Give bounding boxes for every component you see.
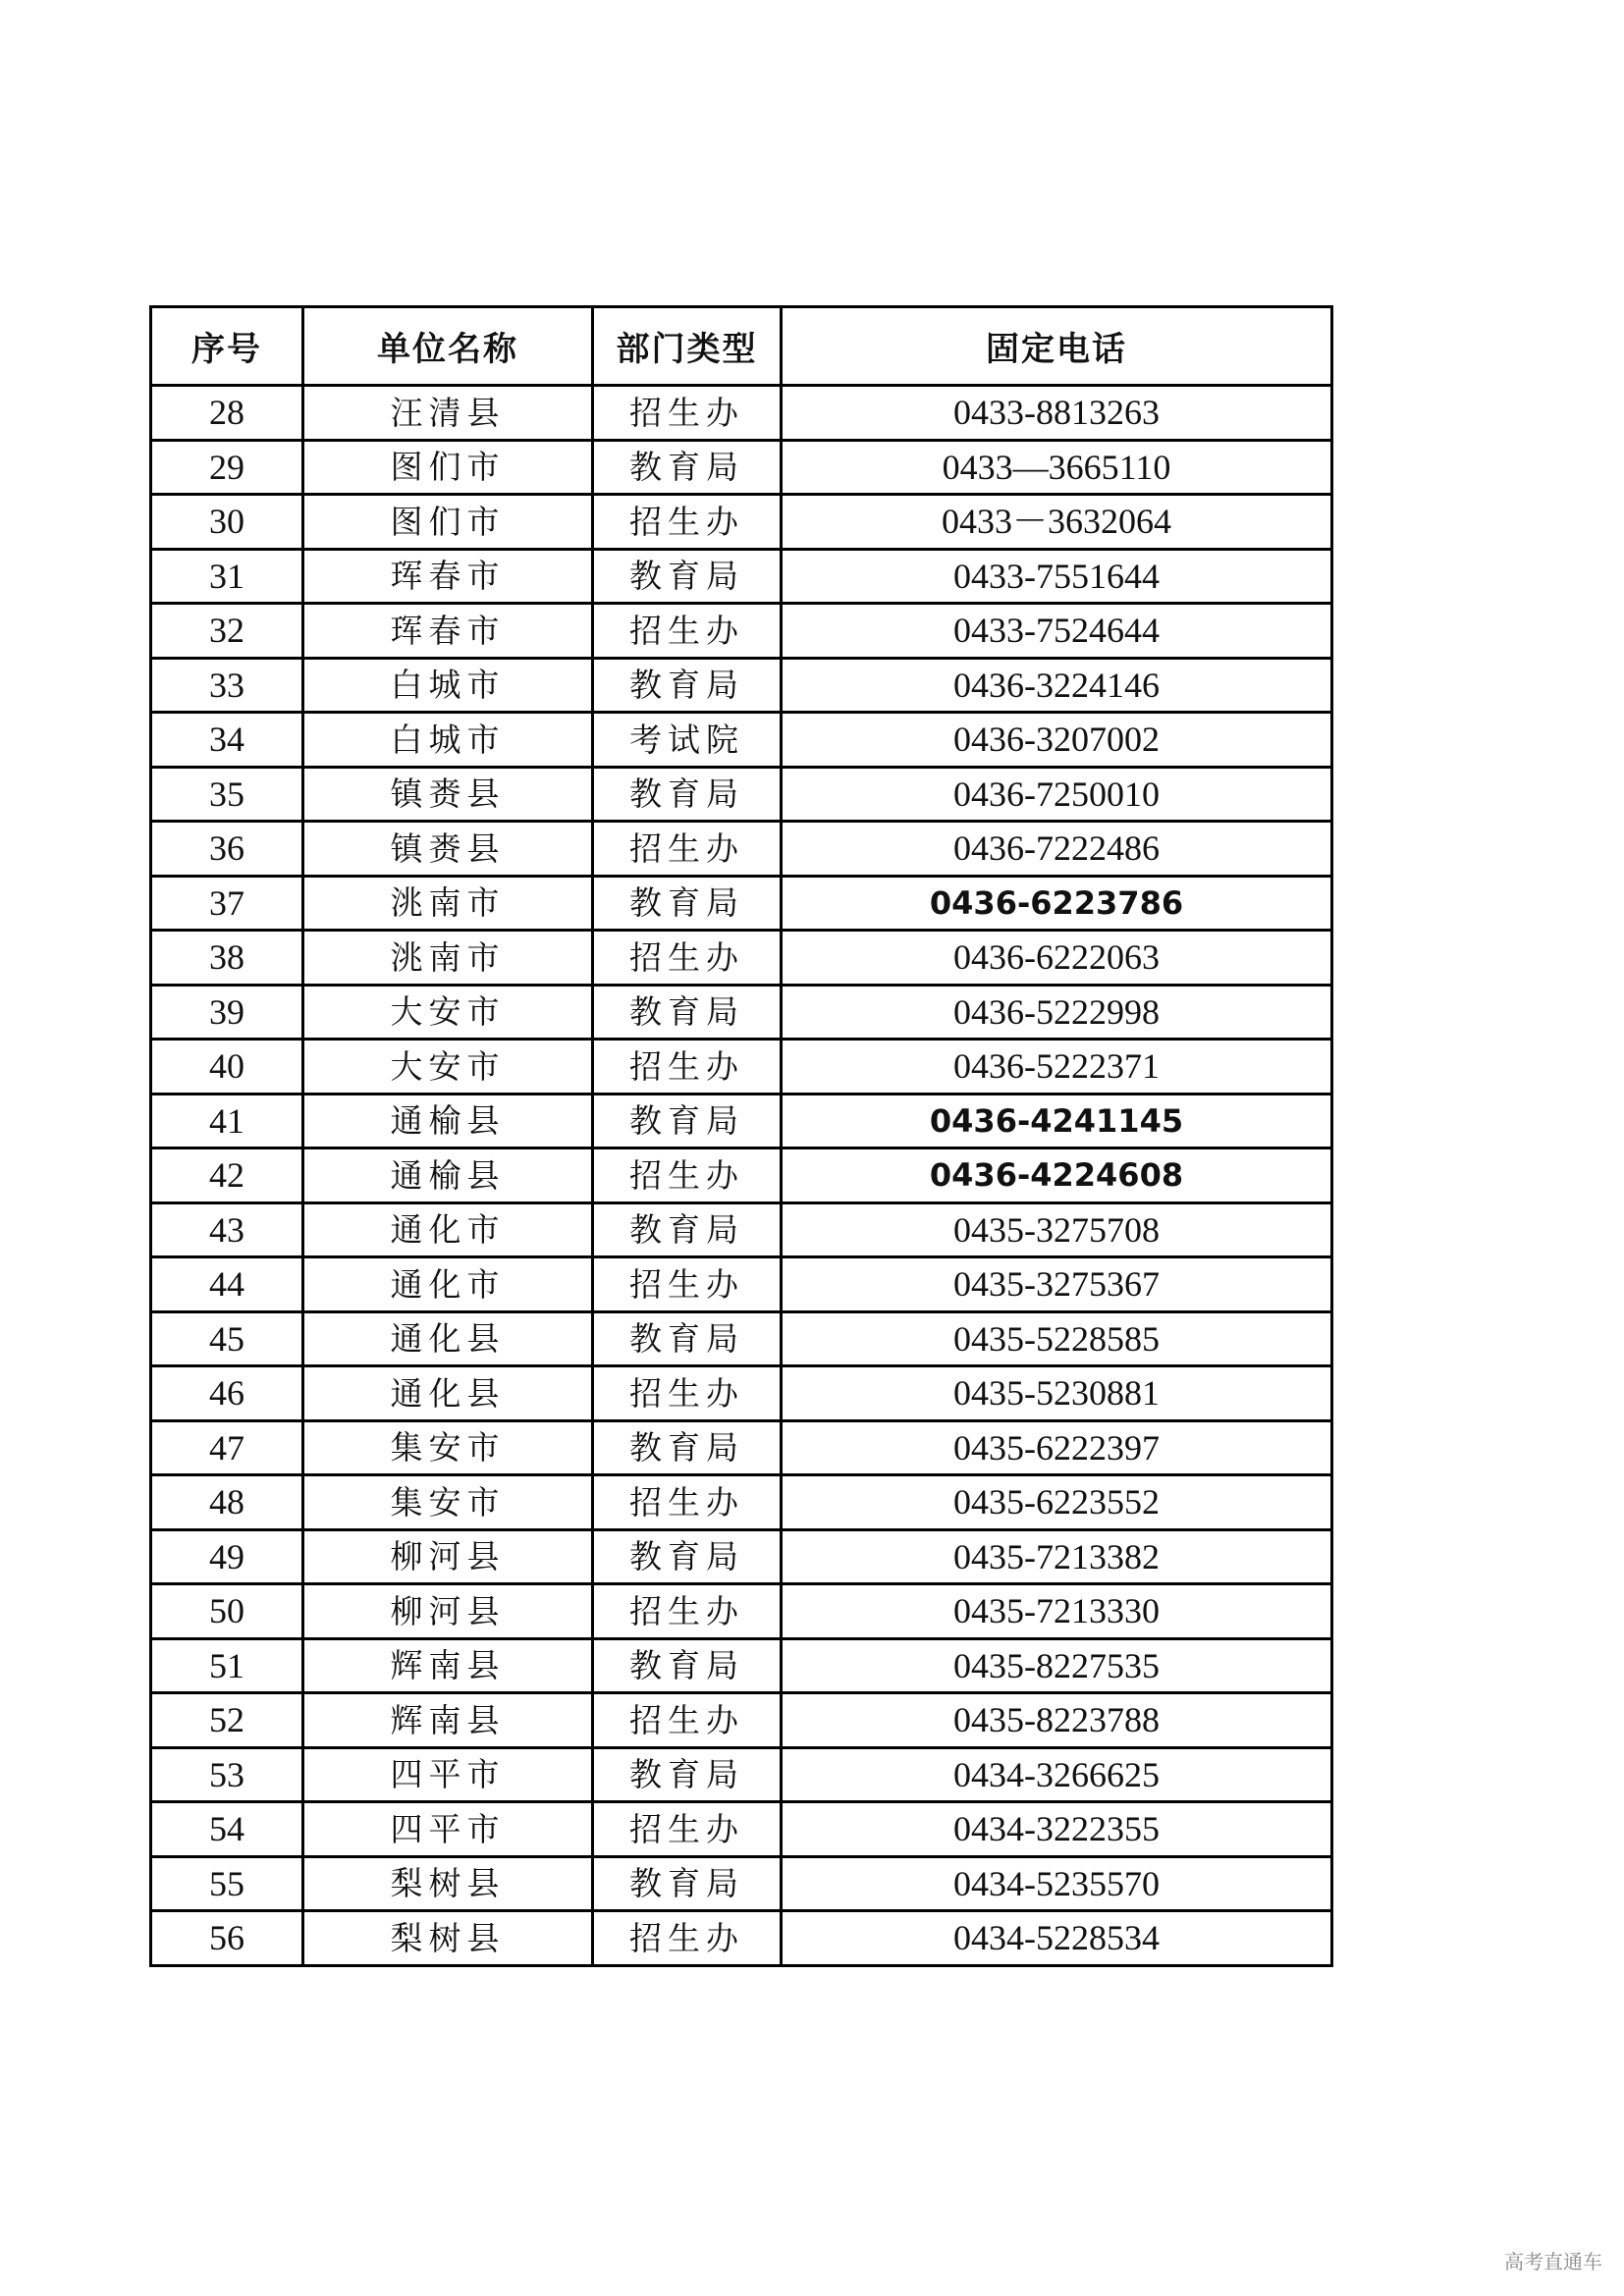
phone-number: 0433-8813263 — [782, 386, 1332, 441]
row-number: 34 — [151, 713, 303, 768]
unit-name: 通化市 — [303, 1257, 593, 1312]
unit-name: 四平市 — [303, 1802, 593, 1857]
row-number: 56 — [151, 1911, 303, 1966]
unit-name: 白城市 — [303, 658, 593, 713]
header-phone: 固定电话 — [782, 307, 1332, 386]
phone-number: 0435-3275367 — [782, 1257, 1332, 1312]
unit-name: 大安市 — [303, 985, 593, 1040]
department-type: 招生办 — [593, 1693, 782, 1748]
phone-number: 0433－3632064 — [782, 495, 1332, 550]
department-type: 招生办 — [593, 931, 782, 986]
phone-number: 0436-3207002 — [782, 713, 1332, 768]
row-number: 51 — [151, 1638, 303, 1693]
row-number: 35 — [151, 767, 303, 822]
unit-name: 汪清县 — [303, 386, 593, 441]
phone-number: 0435-5228585 — [782, 1311, 1332, 1366]
department-type: 教育局 — [593, 1311, 782, 1366]
row-number: 31 — [151, 549, 303, 604]
department-type: 招生办 — [593, 1148, 782, 1203]
unit-name: 通化县 — [303, 1366, 593, 1421]
phone-number: 0435-8223788 — [782, 1693, 1332, 1748]
table-row — [151, 1856, 1332, 1911]
row-number: 33 — [151, 658, 303, 713]
phone-number: 0436-7250010 — [782, 767, 1332, 822]
table-row — [151, 386, 1332, 441]
department-type: 招生办 — [593, 822, 782, 877]
unit-name: 珲春市 — [303, 549, 593, 604]
department-type: 招生办 — [593, 1584, 782, 1639]
department-type: 教育局 — [593, 440, 782, 495]
department-type: 教育局 — [593, 549, 782, 604]
phone-number: 0433—3665110 — [782, 440, 1332, 495]
table-row — [151, 1094, 1332, 1148]
phone-number: 0433-7551644 — [782, 549, 1332, 604]
row-number: 29 — [151, 440, 303, 495]
table-row — [151, 713, 1332, 768]
table-row — [151, 1529, 1332, 1584]
department-type: 招生办 — [593, 1475, 782, 1530]
row-number: 39 — [151, 985, 303, 1040]
unit-name: 白城市 — [303, 713, 593, 768]
phone-number: 0434-3222355 — [782, 1802, 1332, 1857]
unit-name: 通榆县 — [303, 1148, 593, 1203]
unit-name: 图们市 — [303, 495, 593, 550]
unit-name: 大安市 — [303, 1040, 593, 1095]
table-row — [151, 822, 1332, 877]
phone-number: 0435-7213330 — [782, 1584, 1332, 1639]
row-number: 30 — [151, 495, 303, 550]
phone-number: 0436-7222486 — [782, 822, 1332, 877]
unit-name: 通化市 — [303, 1202, 593, 1257]
department-type: 招生办 — [593, 1802, 782, 1857]
department-type: 招生办 — [593, 386, 782, 441]
phone-number: 0435-7213382 — [782, 1529, 1332, 1584]
table-row — [151, 876, 1332, 931]
table-row — [151, 1148, 1332, 1203]
table-row — [151, 549, 1332, 604]
table-row — [151, 1911, 1332, 1966]
table-row — [151, 931, 1332, 986]
phone-number: 0433-7524644 — [782, 604, 1332, 659]
row-number: 45 — [151, 1311, 303, 1366]
department-type: 教育局 — [593, 1094, 782, 1148]
table-row — [151, 1040, 1332, 1095]
row-number: 37 — [151, 876, 303, 931]
phone-number: 0434-5228534 — [782, 1911, 1332, 1966]
row-number: 42 — [151, 1148, 303, 1203]
department-type: 招生办 — [593, 1040, 782, 1095]
table-row — [151, 1475, 1332, 1530]
phone-number: 0436-3224146 — [782, 658, 1332, 713]
phone-number: 0435-8227535 — [782, 1638, 1332, 1693]
table-row — [151, 1311, 1332, 1366]
row-number: 53 — [151, 1747, 303, 1802]
department-type: 招生办 — [593, 1366, 782, 1421]
table-row — [151, 1747, 1332, 1802]
phone-number: 0435-5230881 — [782, 1366, 1332, 1421]
row-number: 46 — [151, 1366, 303, 1421]
department-type: 招生办 — [593, 1911, 782, 1966]
header-department-type: 部门类型 — [593, 307, 782, 386]
phone-number: 0436-6223786 — [782, 876, 1332, 931]
phone-number: 0435-6223552 — [782, 1475, 1332, 1530]
row-number: 50 — [151, 1584, 303, 1639]
phone-number: 0434-3266625 — [782, 1747, 1332, 1802]
department-type: 招生办 — [593, 495, 782, 550]
phone-number: 0436-5222998 — [782, 985, 1332, 1040]
department-type: 教育局 — [593, 1856, 782, 1911]
table-row — [151, 1257, 1332, 1312]
table-row — [151, 767, 1332, 822]
table-row — [151, 604, 1332, 659]
department-type: 教育局 — [593, 876, 782, 931]
unit-name: 镇赉县 — [303, 767, 593, 822]
department-type: 考试院 — [593, 713, 782, 768]
phone-number: 0436-4241145 — [782, 1094, 1332, 1148]
row-number: 55 — [151, 1856, 303, 1911]
row-number: 32 — [151, 604, 303, 659]
row-number: 41 — [151, 1094, 303, 1148]
phone-number: 0436-6222063 — [782, 931, 1332, 986]
phone-number: 0434-5235570 — [782, 1856, 1332, 1911]
row-number: 49 — [151, 1529, 303, 1584]
phone-number: 0435-3275708 — [782, 1202, 1332, 1257]
table-row — [151, 440, 1332, 495]
unit-name: 辉南县 — [303, 1693, 593, 1748]
phone-number: 0436-5222371 — [782, 1040, 1332, 1095]
unit-name: 洮南市 — [303, 931, 593, 986]
table-row — [151, 1202, 1332, 1257]
table-row — [151, 658, 1332, 713]
table-row — [151, 1638, 1332, 1693]
unit-name: 集安市 — [303, 1475, 593, 1530]
header-unit-name: 单位名称 — [303, 307, 593, 386]
header-number: 序号 — [151, 307, 303, 386]
department-type: 教育局 — [593, 658, 782, 713]
department-type: 教育局 — [593, 767, 782, 822]
unit-name: 集安市 — [303, 1420, 593, 1475]
department-type: 教育局 — [593, 1529, 782, 1584]
department-type: 教育局 — [593, 1202, 782, 1257]
phone-number: 0436-4224608 — [782, 1148, 1332, 1203]
row-number: 38 — [151, 931, 303, 986]
table-row — [151, 1693, 1332, 1748]
unit-name: 梨树县 — [303, 1856, 593, 1911]
row-number: 52 — [151, 1693, 303, 1748]
unit-name: 洮南市 — [303, 876, 593, 931]
department-type: 教育局 — [593, 1747, 782, 1802]
table-row — [151, 1366, 1332, 1421]
unit-name: 珲春市 — [303, 604, 593, 659]
table-row — [151, 1802, 1332, 1857]
unit-name: 镇赉县 — [303, 822, 593, 877]
department-type: 招生办 — [593, 1257, 782, 1312]
row-number: 54 — [151, 1802, 303, 1857]
unit-name: 四平市 — [303, 1747, 593, 1802]
table-row — [151, 1420, 1332, 1475]
row-number: 47 — [151, 1420, 303, 1475]
unit-name: 通化县 — [303, 1311, 593, 1366]
row-number: 43 — [151, 1202, 303, 1257]
row-number: 48 — [151, 1475, 303, 1530]
department-type: 教育局 — [593, 1638, 782, 1693]
department-type: 教育局 — [593, 1420, 782, 1475]
row-number: 36 — [151, 822, 303, 877]
unit-name: 辉南县 — [303, 1638, 593, 1693]
unit-name: 梨树县 — [303, 1911, 593, 1966]
table-header-row — [151, 307, 1332, 386]
contact-table — [149, 305, 1333, 1967]
unit-name: 柳河县 — [303, 1584, 593, 1639]
phone-number: 0435-6222397 — [782, 1420, 1332, 1475]
watermark: 高考直通车 — [1504, 2250, 1602, 2273]
department-type: 教育局 — [593, 985, 782, 1040]
unit-name: 图们市 — [303, 440, 593, 495]
row-number: 44 — [151, 1257, 303, 1312]
unit-name: 柳河县 — [303, 1529, 593, 1584]
department-type: 招生办 — [593, 604, 782, 659]
row-number: 28 — [151, 386, 303, 441]
table-row — [151, 495, 1332, 550]
row-number: 40 — [151, 1040, 303, 1095]
table-row — [151, 1584, 1332, 1639]
table-row — [151, 985, 1332, 1040]
unit-name: 通榆县 — [303, 1094, 593, 1148]
